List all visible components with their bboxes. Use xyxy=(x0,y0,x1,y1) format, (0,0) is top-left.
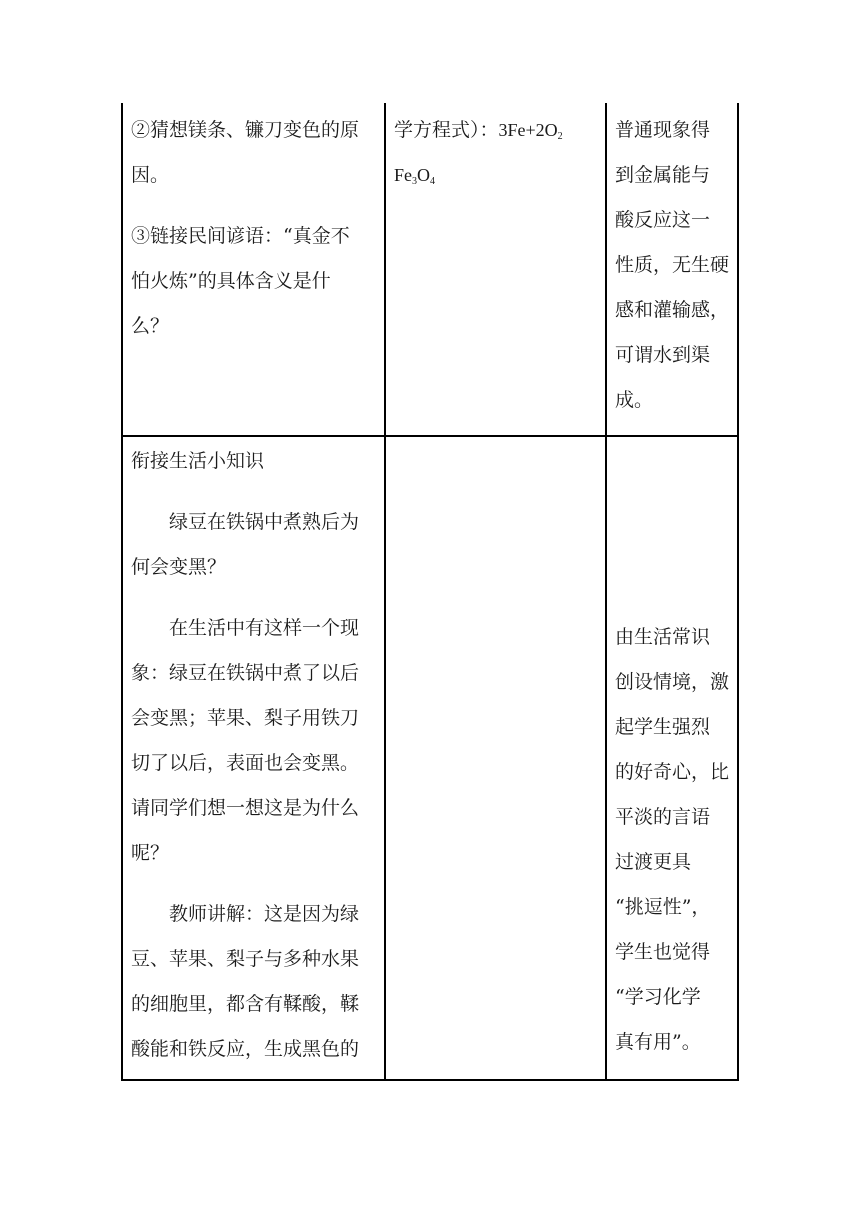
table-column-divider-2 xyxy=(605,103,607,1081)
text-line: 由生活常识 xyxy=(615,626,711,648)
text-line: 的好奇心，比 xyxy=(615,761,730,783)
section-heading: 衔接生活小知识 xyxy=(131,450,265,472)
equation-reactants: $3Fe+2O_2$ xyxy=(498,120,563,142)
text-line: 切了以后，表面也会变黑。 xyxy=(131,752,360,774)
table-right-border xyxy=(737,103,739,1081)
text-line: 成。 xyxy=(615,389,654,411)
equation-line xyxy=(394,108,602,153)
row2-student-cell xyxy=(394,439,602,1069)
text-line: 的细胞里，都含有鞣酸，鞣 xyxy=(131,993,360,1015)
row1-intent-cell xyxy=(615,108,735,423)
text-line: 何会变黑？ xyxy=(131,556,227,578)
table-row-divider xyxy=(121,435,739,437)
text-line: 学生也觉得 xyxy=(615,941,711,963)
row2-activity-cell xyxy=(131,439,381,1072)
equation-prefix: 学方程式）： xyxy=(394,119,499,141)
table-bottom-border xyxy=(121,1079,739,1081)
text-line: 豆、苹果、梨子与多种水果 xyxy=(131,948,360,970)
text-line: 平淡的言语 xyxy=(615,806,711,828)
text-line: 可谓水到渠 xyxy=(615,344,711,366)
text-line: 真有用”。 xyxy=(615,1031,701,1053)
text-line: 酸反应这一 xyxy=(615,209,711,231)
text-line: 到金属能与 xyxy=(615,164,711,186)
text-line: 因。 xyxy=(131,164,170,186)
text-line: 教师讲解：这是因为绿 xyxy=(169,903,360,925)
text-line: 象：绿豆在铁锅中煮了以后 xyxy=(131,662,360,684)
text-line: 创设情境，激 xyxy=(615,671,730,693)
text-line: 请同学们想一想这是为什么 xyxy=(131,797,360,819)
text-line: 会变黑；苹果、梨子用铁刀 xyxy=(131,707,360,729)
text-line: ③链接民间谚语：“真金不 xyxy=(131,225,350,247)
text-line: 起学生强烈 xyxy=(615,716,711,738)
row1-student-cell xyxy=(394,108,602,198)
text-line: 呢？ xyxy=(131,842,170,864)
text-line: “学习化学 xyxy=(615,986,701,1008)
text-line: 怕火炼”的具体含义是什 xyxy=(131,270,331,292)
row2-intent-cell xyxy=(615,615,735,1065)
text-line: 性质，无生硬 xyxy=(615,254,730,276)
lesson-table xyxy=(121,103,739,1081)
table-column-divider-1 xyxy=(384,103,386,1081)
text-line: “挑逗性”， xyxy=(615,896,711,918)
row1-activity-cell xyxy=(131,108,381,349)
text-line: 绿豆在铁锅中煮熟后为 xyxy=(169,511,360,533)
table-left-border xyxy=(121,103,123,1081)
text-line: 过渡更具 xyxy=(615,851,692,873)
text-line: 普通现象得 xyxy=(615,119,711,141)
text-line: 在生活中有这样一个现 xyxy=(169,617,360,639)
equation-product: $Fe_3O_4$ xyxy=(394,165,435,187)
text-line: 酸能和铁反应，生成黑色的 xyxy=(131,1038,360,1060)
text-line: 么？ xyxy=(131,315,170,337)
text-line: ②猜想镁条、镰刀变色的原 xyxy=(131,119,360,141)
text-line: 感和灌输感， xyxy=(615,299,730,321)
